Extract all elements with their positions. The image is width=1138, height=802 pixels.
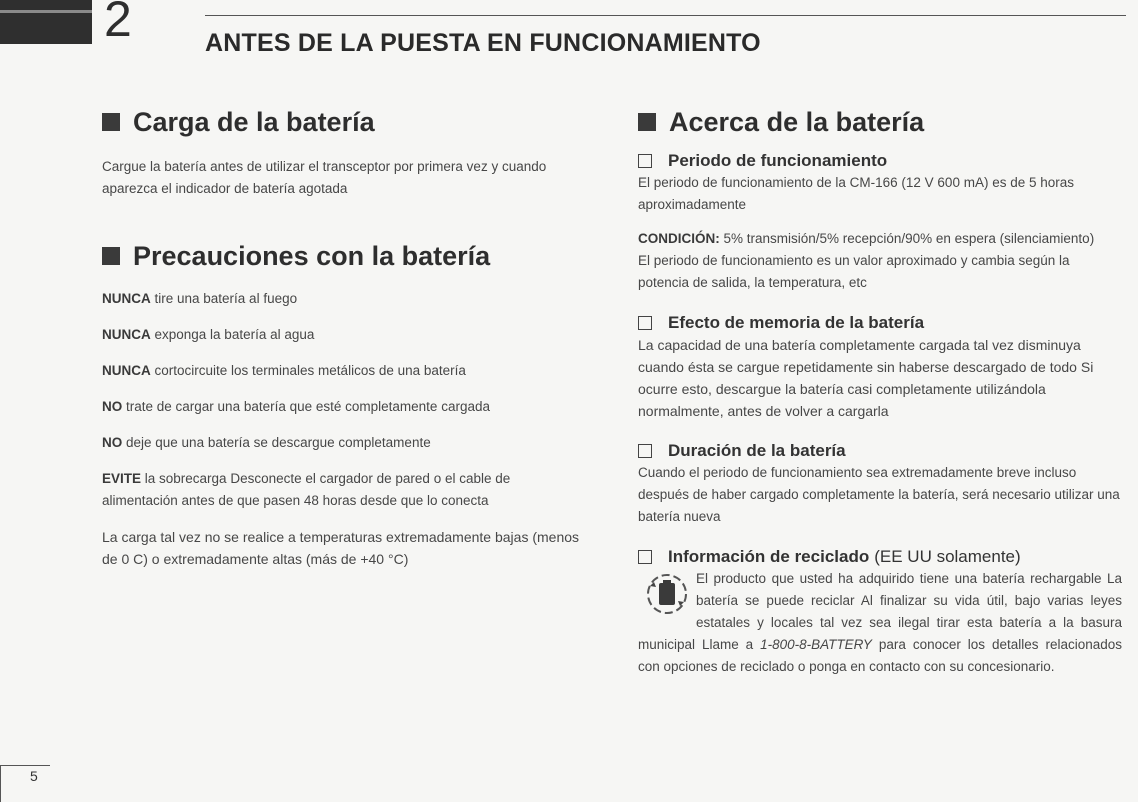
precaution-item bbox=[102, 288, 582, 310]
precaution-keyword: NO bbox=[102, 435, 123, 450]
precaution-keyword: NUNCA bbox=[102, 363, 151, 378]
chapter-number: 2 bbox=[104, 0, 132, 47]
reciclado-text bbox=[638, 568, 1122, 678]
memoria-text: La capacidad de una batería completamente cargada tal vez disminuya cuando ésta se cargue repetidamente sin haberse descargado de todo Si ocurre esto, descargue la batería casi completamente utilizándola normalmente, antes de volver a cargarla bbox=[638, 337, 1094, 419]
precaution-text: exponga la batería al agua bbox=[150, 327, 315, 342]
condition-line bbox=[638, 228, 1122, 250]
temperature-note: La carga tal vez no se realice a temperaturas extremadamente bajas (menos de 0 C) o extremadamente altas (más de +40 °C) bbox=[102, 529, 580, 567]
duracion-text: Cuando el periodo de funcionamiento sea extremadamente breve incluso después de haber cargado completamente la batería, será necesario utilizar una batería nueva bbox=[638, 465, 1120, 524]
subheading-reciclado bbox=[638, 546, 1122, 568]
subheading-memoria bbox=[638, 312, 1122, 334]
precaution-item bbox=[102, 324, 582, 346]
subheading-text: Periodo de funcionamiento bbox=[668, 151, 888, 170]
square-bullet-icon bbox=[102, 247, 120, 265]
subheading-duracion bbox=[638, 440, 1122, 462]
chapter-tab bbox=[0, 0, 92, 44]
checkbox-bullet-icon bbox=[638, 550, 652, 564]
subheading-text: Información de reciclado bbox=[668, 547, 870, 566]
precaution-text: trate de cargar una batería que esté completamente cargada bbox=[122, 399, 490, 414]
checkbox-bullet-icon bbox=[638, 154, 652, 168]
periodo-note: El periodo de funcionamiento es un valor aproximado y cambia según la potencia de salida, la temperatura, etc bbox=[638, 253, 1070, 290]
precaution-item bbox=[102, 396, 582, 418]
precaution-keyword: NUNCA bbox=[102, 327, 151, 342]
battery-recycle-icon bbox=[644, 572, 690, 616]
periodo-text: El periodo de funcionamiento de la CM-166 (12 V 600 mA) es de 5 horas aproximadamente bbox=[638, 175, 1075, 212]
precaution-text: deje que una batería se descargue completamente bbox=[122, 435, 431, 450]
precaution-keyword: EVITE bbox=[102, 471, 142, 486]
right-column bbox=[638, 100, 1122, 678]
duracion-section bbox=[638, 440, 1122, 528]
precaution-text: cortocircuite los terminales metálicos de una batería bbox=[150, 363, 466, 378]
subheading-periodo bbox=[638, 150, 1122, 172]
reciclado-text-a: El producto que usted ha adquirido tiene una batería rechargable La batería se puede reciclar Al finalizar su vida útil, bajo varias leyes estatales y locales tal vez sea ilegal tirar esta batería a la basura municipal Llame a bbox=[638, 571, 1122, 652]
carga-paragraph: Cargue la batería antes de utilizar el transceptor por primera vez y cuando aparezca el indicador de batería agotada bbox=[102, 159, 547, 196]
section-heading-carga bbox=[102, 100, 582, 144]
condition-text: 5% transmisión/5% recepción/90% en espera (silenciamiento) bbox=[719, 231, 1095, 246]
precaution-item bbox=[102, 360, 582, 382]
memoria-section bbox=[638, 312, 1122, 422]
reciclado-section bbox=[638, 546, 1122, 678]
precaution-item bbox=[102, 468, 582, 512]
page-number-vrule bbox=[0, 765, 1, 802]
precaution-keyword: NUNCA bbox=[102, 291, 151, 306]
chapter-title: ANTES DE LA PUESTA EN FUNCIONAMIENTO bbox=[205, 29, 761, 57]
reciclado-text-b: para conocer los detalles relacionados con opciones de reciclado o ponga en contacto con su concesionario. bbox=[638, 637, 1122, 674]
precaution-text: tire una batería al fuego bbox=[150, 291, 298, 306]
heading-text: Carga de la batería bbox=[133, 106, 375, 137]
section-heading-precauciones bbox=[102, 234, 582, 278]
precaution-item bbox=[102, 432, 582, 454]
square-bullet-icon bbox=[638, 113, 656, 131]
checkbox-bullet-icon bbox=[638, 316, 652, 330]
subheading-text: Efecto de memoria de la batería bbox=[668, 313, 925, 332]
subheading-suffix: (EE UU solamente) bbox=[874, 547, 1021, 566]
section-heading-acerca bbox=[638, 100, 1122, 144]
page-number-rule bbox=[0, 765, 50, 766]
page-number: 5 bbox=[30, 768, 38, 784]
precaution-text: la sobrecarga Desconecte el cargador de pared o el cable de alimentación antes de que pasen 48 horas desde que lo conecta bbox=[102, 471, 511, 508]
left-column bbox=[102, 100, 582, 570]
periodo-section bbox=[638, 150, 1122, 294]
subheading-text: Duración de la batería bbox=[668, 441, 846, 460]
heading-text: Acerca de la batería bbox=[669, 106, 925, 137]
checkbox-bullet-icon bbox=[638, 444, 652, 458]
precautions-list bbox=[102, 288, 582, 570]
condition-keyword: CONDICIÓN: bbox=[638, 231, 720, 246]
recycle-phone-number: 1-800-8-BATTERY bbox=[760, 637, 872, 652]
header-rule bbox=[205, 15, 1126, 16]
precaution-keyword: NO bbox=[102, 399, 123, 414]
square-bullet-icon bbox=[102, 113, 120, 131]
heading-text: Precauciones con la batería bbox=[133, 240, 491, 271]
